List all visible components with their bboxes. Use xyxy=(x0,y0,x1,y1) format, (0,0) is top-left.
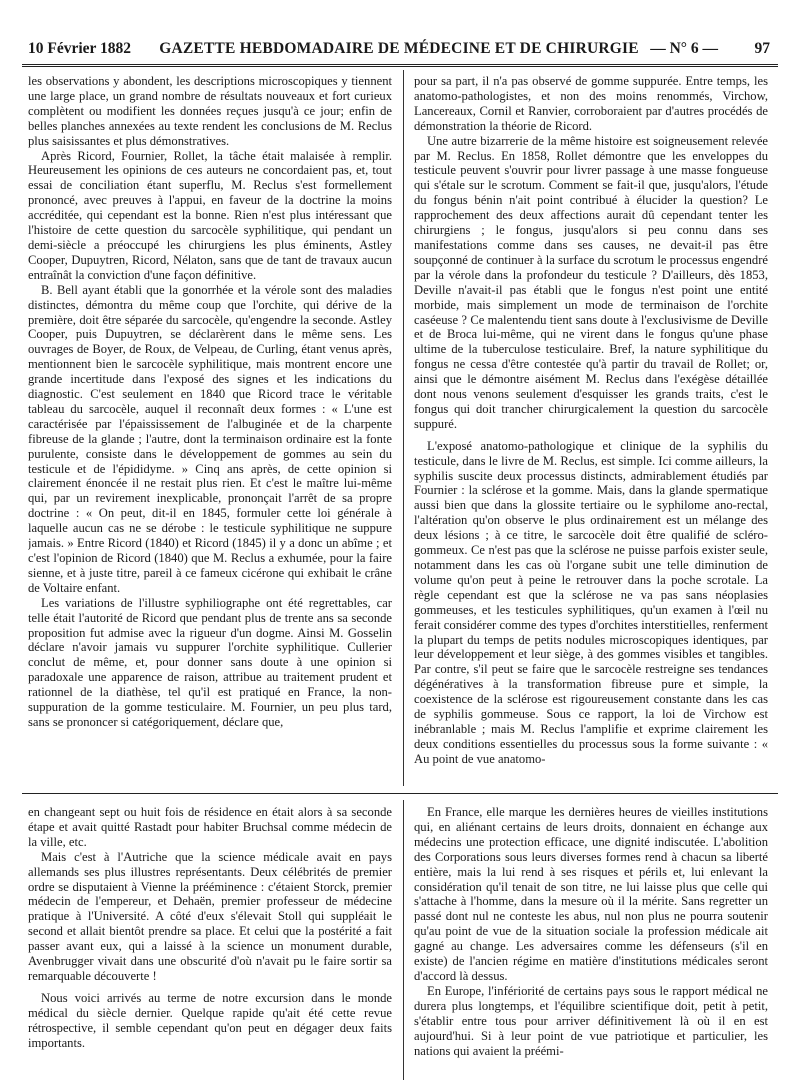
journal-title: GAZETTE HEBDOMADAIRE DE MÉDECINE ET DE CHIRURGIE xyxy=(159,40,639,57)
header-double-rule xyxy=(22,64,778,67)
paragraph: B. Bell ayant établi que la gonorrhée et la vérole sont des maladies distinctes, démontra du même coup que l'orchite, qui dérive de la première, doit être séparée du sarcocèle, qu'engendre la seconde. Astley Cooper, puis Dupuytren, se déclarèrent dans le même sens. Les ouvrages de Boyer, de Roux, de Velpeau, de Curling, étant venus après, mentionnent bien le sarcocèle syphilitique, mais montrent encore une grande incertitude dans l'exposé des signes et les indications du diagnostic. C'est seulement en 1840 que Ricord trace le véritable tableau du sarcocèle, auquel il reconnaît deux formes : « L'une est caractérisée par l'épaississement de l'albuginée et de la charpente fibreuse de la glande ; l'autre, dont la terminaison ordinaire est la fonte purulente, consiste dans le développement de gommes au sein du testicule et de l'épididyme. » Cinq ans après, de cette opinion si clairement énoncée il ne restait plus rien. Et c'est le maître lui-même qui, par un revirement inexplicable, prononçait l'arrêt de sa propre doctrine : « On peut, dit-il en 1845, formuler cette loi générale à laquelle aucun cas ne se dérobe : le testicule syphilitique ne suppure jamais. » Entre Ricord (1840) et Ricord (1845) il y a donc un abîme ; et c'est l'opinion de Ricord (1840) que M. Reclus a exhumée, pour la faire sienne, et à juste titre, pareil à ce fameux cicérone qui exhibait le crâne de Voltaire enfant. xyxy=(28,282,392,595)
column-divider xyxy=(403,70,404,786)
paragraph: en changeant sept ou huit fois de résidence en était alors à sa seconde étape et avait quitté Rastadt pour habiter Bruchsal comme médecin de la ville, etc. xyxy=(28,805,392,849)
paragraph: En Europe, l'infériorité de certains pays sous le rapport médical ne durera plus longtemps, et l'équilibre scientifique doit, petit à petit, s'établir entre tous pour arriver définitivement là où il en est aujourd'hui. Si à leur point de vue patriotique et particulier, les nations qui avaient la préémi- xyxy=(414,983,768,1058)
top-left-column xyxy=(28,74,392,784)
top-right-column xyxy=(414,74,768,784)
paragraph: Une autre bizarrerie de la même histoire est soigneusement relevée par M. Reclus. En 1858, Rollet démontre que les enveloppes du testicule peuvent s'ouvrir pour livrer passage à une masse fongueuse qui s'étale sur le scrotum. Comment se fait-il que, jusqu'alors, l'étude du fongus bénin n'ait point contribué à élucider la question? Le rapprochement des deux affections aurait dû cependant tenter les chirurgiens ; le fongus, jusqu'alors si peu connu dans ses manifestations comme dans ses causes, ne devait-il pas être soupçonné de continuer à la surface du scrotum le processus engendré par la vérole dans la profondeur du testicule ? D'ailleurs, dès 1853, Deville n'avait-il pas établi que le fongus n'est point une entité morbide, mais simplement un mode de terminaison de l'orchite caséeuse ? Ce malentendu tient sans doute à l'exclusivisme de Deville et de Broca lui-même, qui ne virent dans le fongus qu'une phase ultime de la tuberculose testiculaire. Bref, la nature syphilitique du fongus ne cessa d'être contestée qu'à partir du travail de Rollet; or, ainsi que le démontre aisément M. Reclus dans l'exégèse détaillée dont nous venons seulement d'esquisser les grands traits, c'est le fongus qui doit trancher chirurgicalement la question du sarcocèle suppuré. xyxy=(414,133,768,431)
column-divider xyxy=(403,800,404,1080)
bottom-right-column xyxy=(414,805,768,1080)
bottom-left-column xyxy=(28,805,392,1080)
issue-number: — N° 6 — xyxy=(650,40,718,57)
paragraph: les observations y abondent, les descriptions microscopiques y tiennent une large place, un grand nombre de résultats nouveaux et fort curieux complètent ou modifient les données reçues jusqu'à ce jour; enfin de belles planches annexées au texte rendent les conclusions de M. Reclus plus saisissantes et plus démonstratives. xyxy=(28,74,392,148)
paragraph: Mais c'est à l'Autriche que la science médicale avait en pays allemands ses plus illustres représentants. Deux célébrités de premier ordre se disputaient à Vienne la prééminence : c'étaient Storck, premier médecin de l'empereur, et Dehaën, premier professeur de médecine pratique à l'Université. A côté d'eux s'élevait Stoll qui suppléait le second et allait bientôt prendre sa place. Et celui que la postérité a fait passer avant eux, qui a laissé à la science un monument durable, Avenbrugger vivait dans une obscurité d'où n'avait pu le faire sortir sa remarquable découverte ! xyxy=(28,849,392,983)
paragraph: pour sa part, il n'a pas observé de gomme suppurée. Entre temps, les anatomo-pathologistes, et non des moins renommés, Virchow, Lancereaux, Cornil et Ranvier, corroboraient par d'autres procédés de démonstration la théorie de Ricord. xyxy=(414,74,768,133)
section-divider-rule xyxy=(22,793,778,794)
paragraph: Nous voici arrivés au terme de notre excursion dans le monde médical du siècle dernier. Quelque rapide qu'ait été cette revue rétrospective, il semble cependant qu'on peut en dégager deux faits importants. xyxy=(28,990,392,1050)
paragraph: Après Ricord, Fournier, Rollet, la tâche était malaisée à remplir. Heureusement les opinions de ces auteurs ne concordaient pas, et, tout essai de conciliation étant superflu, M. Reclus s'est formellement prononcé, avec preuves à l'appui, en faveur de la doctrine la moins accréditée, qui cependant est la bonne. Rien n'est plus intéressant que l'histoire de cette question du sarcocèle syphilitique, qui pendant un demi-siècle a préoccupé les chirurgiens les plus éminents, Astley Cooper, Dupuytren, Ricord, Nélaton, sans que de tant de travaux aucun entraînât la conviction d'une façon définitive. xyxy=(28,148,392,282)
page-header xyxy=(28,40,770,60)
paragraph: Les variations de l'illustre syphiliographe ont été regrettables, car telle était l'autorité de Ricord que pendant plus de trente ans sa seconde proposition fut admise avec la rigueur d'un dogme. Ainsi M. Gosselin déclare n'avoir jamais vu suppurer l'orchite syphilitique. Cullerier conclut de même, et, pour donner sans doute à une opinion si paradoxale une apparence de raison, attribue au traitement prudent et rationnel de la diathèse, tel qu'il est pratiqué en France, la non-suppuration de la gomme testiculaire. M. Fournier, un peu plus tard, sans se prononcer si catégoriquement, déclare que, xyxy=(28,595,392,729)
issue-date: 10 Février 1882 xyxy=(28,40,132,57)
paragraph: En France, elle marque les dernières heures de vieilles institutions qui, en aliénant certains de leurs droits, donnaient en échange aux médecins une protection efficace, une dignité indiscutée. L'abolition des Corporations sous leurs diverses formes rend à chacun sa liberté entière, mais la lui rend à ses risques et périls et, lui enlevant la considération qu'il tenait de son titre, ne lui laisse plus que celle qui s'attache à l'homme, dans la mesure où il la mérite. Sans regretter un passé dont nul ne conteste les abus, nul non plus ne pourra soutenir qu'au point de vue de la situation sociale la profession médicale ait gagné au change. Les adversaires comme les défenseurs (s'il en existe) de l'ancien régime en matière d'institutions médicales seront d'accord là dessus. xyxy=(414,805,768,983)
paragraph: L'exposé anatomo-pathologique et clinique de la syphilis du testicule, dans le livre de M. Reclus, est simple. Ici comme ailleurs, la syphilis suscite deux processus distincts, admirablement étudiés par Fournier : la sclérose et la gomme. Mais, dans la glande spermatique aussi bien que dans la glossite tertiaire ou le syphilome ano-rectal, l'altération qu'on observe le plus ordinairement est un mélange des deux lésions ; à ce titre, le sarcocèle doit être qualifié de scléro-gommeux. Ce n'est pas que la sclérose ne puisse parfois exister seule, notamment dans les cas où l'organe subit une telle diminution de volume qu'on peut à peine le retrouver dans la poche scrotale. La règle cependant est que la sclérose ne va pas sans néoplasies gommeuses, et les testicules syphilitiques, qu'un examen à l'œil nu ferait considérer comme des types d'orchites interstitielles, renferment la plupart du temps de petits nodules microscopiques identiques, par leur développement et leur siège, à des gommes visibles et tangibles. Par contre, s'il peut se faire que le sarcocèle restreigne ses tendances dégénératives à la transformation fibreuse pure et simple, la coexistence de la sclérose est rigoureusement constante dans les cas de syphilis gommeuse. Sous ce rapport, la loi de Virchow est inébranlable ; mais M. Reclus l'amplifie et exprime clairement les deux conditions essentielles du processus sous la forme suivante : « Au point de vue anatomo- xyxy=(414,438,768,766)
page-number: 97 xyxy=(754,40,770,57)
